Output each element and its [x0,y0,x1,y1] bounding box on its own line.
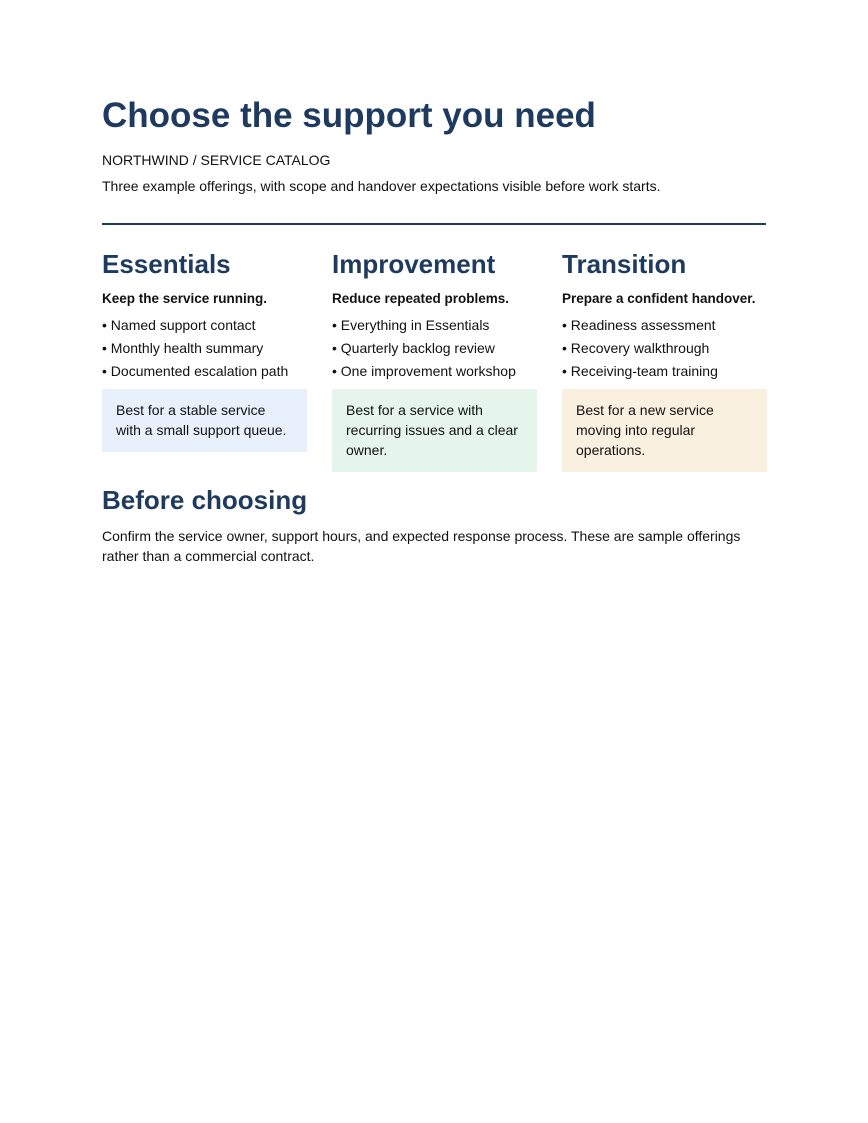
plan-improvement [332,246,537,472]
plan-best-for-note: Best for a new service moving into regular operations. [562,389,767,472]
plan-feature-list [102,314,307,383]
plan-name: Essentials [102,249,231,279]
section-body: Confirm the service owner, support hours, and expected response process. These are sample offerings rather than a commercial contract. [102,528,741,564]
plan-feature: • Quarterly backlog review [332,337,537,360]
plan-transition [562,246,767,472]
plan-name: Improvement [332,249,496,279]
plan-feature: • Named support contact [102,314,307,337]
plan-tagline: Keep the service running. [102,291,268,306]
page-title: Choose the support you need [102,96,596,135]
intro-text: Three example offerings, with scope and handover expectations visible before work starts. [102,178,661,194]
plan-feature: • Receiving-team training [562,360,767,383]
plan-feature-list [332,314,537,383]
plan-essentials [102,246,307,452]
plan-tagline: Reduce repeated problems. [332,291,510,306]
plan-feature: • Documented escalation path [102,360,307,383]
plan-feature: • Everything in Essentials [332,314,537,337]
section-title: Before choosing [102,485,308,515]
plan-feature: • One improvement workshop [332,360,537,383]
plan-feature-list [562,314,767,383]
divider [102,223,766,225]
plan-best-for-note: Best for a stable service with a small support queue. [102,389,307,452]
breadcrumb: NORTHWIND / SERVICE CATALOG [102,152,331,168]
plan-feature: • Monthly health summary [102,337,307,360]
plan-feature: • Readiness assessment [562,314,767,337]
plan-name: Transition [562,249,687,279]
plan-best-for-note: Best for a service with recurring issues and a clear owner. [332,389,537,472]
plan-feature: • Recovery walkthrough [562,337,767,360]
plan-tagline: Prepare a confident handover. [562,291,756,306]
